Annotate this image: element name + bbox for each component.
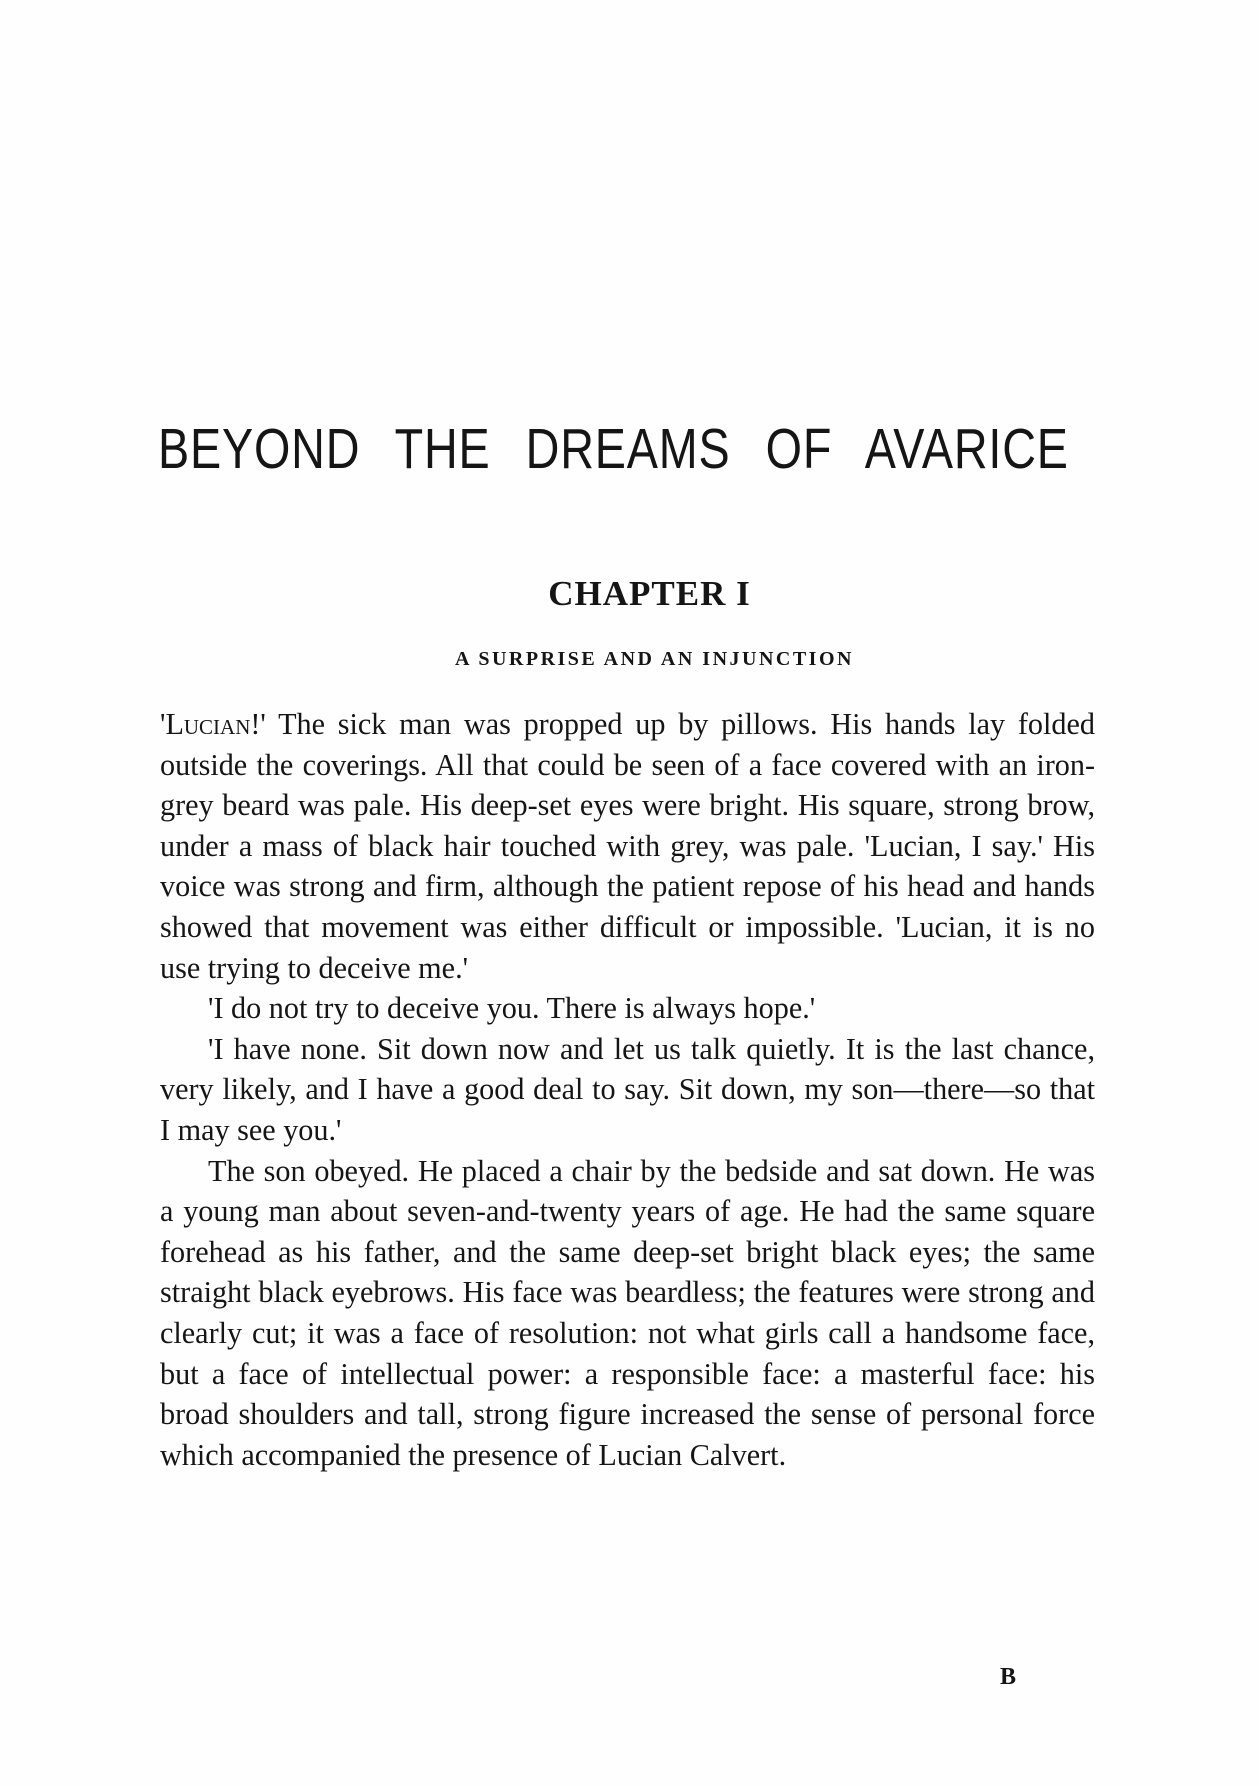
chapter-heading: CHAPTER I — [548, 574, 751, 613]
paragraph-1-text: The sick man was propped up by pillows. His hands lay folded outside the coverings. All that could be seen of a face covered with an iron-grey beard was pale. His deep-set eyes were bright. His square, strong brow, under a mass of black hair touched with grey, was pale. 'Lucian, I say.' His voice was strong and firm, although the patient repose of his head and hands showed that movement was either difficult or impossible. 'Lucian, it is no use trying to deceive me.' — [160, 707, 1095, 985]
paragraph-1 — [160, 704, 1095, 988]
chapter-body — [160, 704, 1095, 1475]
book-title: BEYOND THE DREAMS OF AVARICE — [158, 417, 1069, 481]
chapter-subtitle: A SURPRISE AND AN INJUNCTION — [455, 648, 854, 670]
signature-mark: B — [1000, 1664, 1017, 1690]
paragraph-4: The son obeyed. He placed a chair by the bedside and sat down. He was a young man about seven-and-twenty years of age. He had the same square forehead as his father, and the same deep-set bright black eyes; the same straight black eyebrows. His face was beardless; the features were strong and clearly cut; it was a face of resolution: not what girls call a handsome face, but a face of intellectual power: a responsible face: a masterful face: his broad shoulders and tall, strong figure increased the sense of personal force which accompanied the presence of Lucian Calvert. — [160, 1153, 1095, 1472]
opening-name: 'Lucian!' — [160, 707, 266, 741]
paragraph-2: 'I do not try to deceive you. There is always hope.' — [208, 991, 816, 1026]
paragraph-3: 'I have none. Sit down now and let us talk quietly. It is the last chance, very likely, and I have a good deal to say. Sit down, my son—there—so that I may see you.' — [160, 1031, 1095, 1147]
